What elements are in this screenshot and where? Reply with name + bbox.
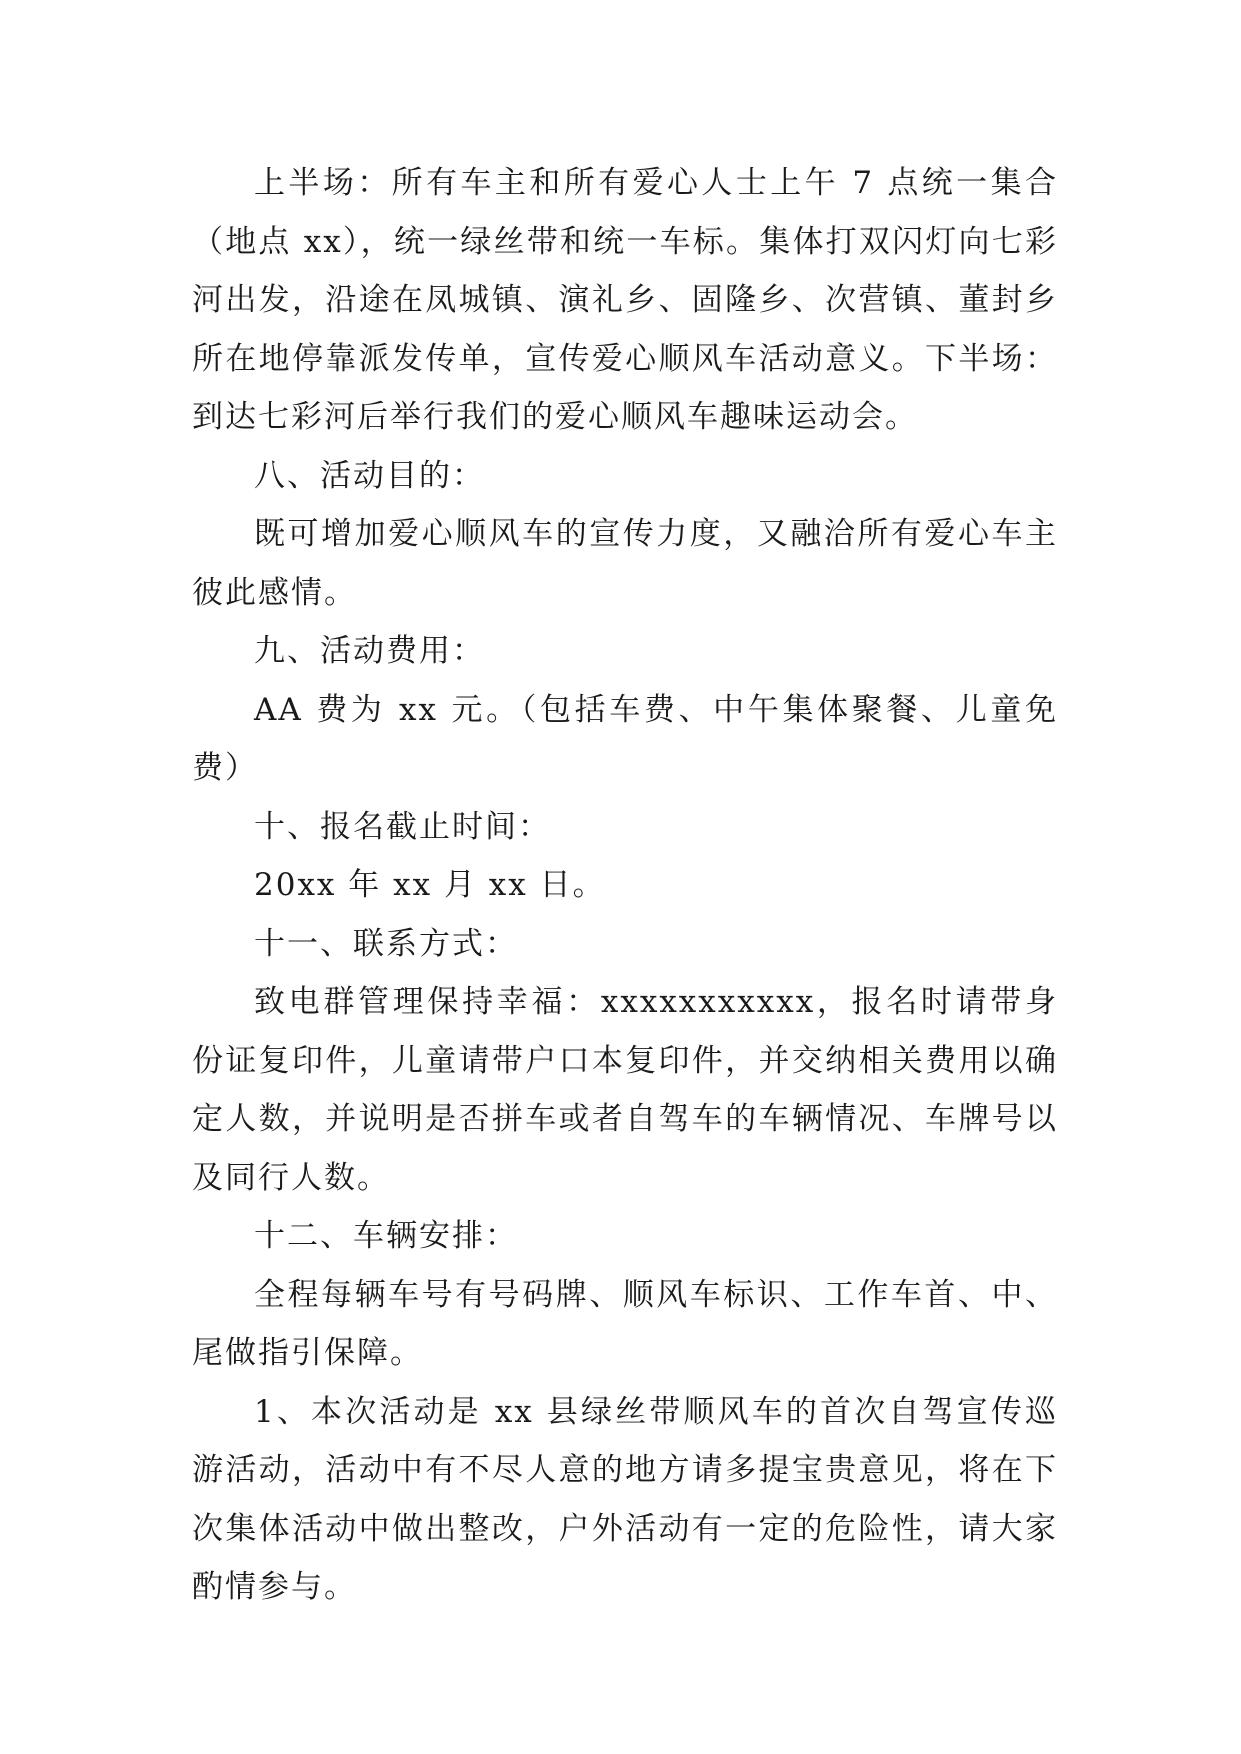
paragraph-activity-cost: AA 费为 xx 元。（包括车费、中午集体聚餐、儿童免费） (192, 691, 1058, 786)
heading-contact: 十一、联系方式： (254, 925, 518, 962)
heading-vehicle-arrangement: 十二、车辆安排： (254, 1218, 518, 1254)
heading-registration-deadline: 十、报名截止时间： (254, 808, 551, 845)
paragraph-activity-purpose: 既可增加爱心顺风车的宣传力度，又融洽所有爱心车主彼此感情。 (192, 516, 1058, 611)
document-body (192, 154, 1058, 1617)
paragraph-vehicle-arrangement: 全程每辆车号有号码牌、顺风车标识、工作车首、中、尾做指引保障。 (192, 1276, 1058, 1371)
paragraph-note-1: 1、本次活动是 xx 县绿丝带顺风车的首次自驾宣传巡游活动，活动中有不尽人意的地方请多提宝贵意见，将在下次集体活动中做出整改，户外活动有一定的危险性，请大家酌情参与。 (192, 1393, 1058, 1605)
heading-activity-cost: 九、活动费用： (254, 633, 485, 669)
paragraph-registration-deadline: 20xx 年 xx 月 xx 日。 (254, 867, 606, 903)
paragraph-contact: 致电群管理保持幸福：xxxxxxxxxxx，报名时请带身份证复印件，儿童请带户口本复印件，并交纳相关费用以确定人数，并说明是否拼车或者自驾车的车辆情况、车牌号以及同行人数。 (192, 984, 1058, 1196)
paragraph-first-half-schedule: 上半场：所有车主和所有爱心人士上午 7 点统一集合（地点 xx），统一绿丝带和统一车标。集体打双闪灯向七彩河出发，沿途在凤城镇、演礼乡、固隆乡、次营镇、董封乡所在地停靠派发传单，宣传爱心顺风车活动意义。下半场：到达七彩河后举行我们的爱心顺风车趣味运动会。 (192, 165, 1058, 435)
heading-activity-purpose: 八、活动目的： (254, 457, 485, 494)
